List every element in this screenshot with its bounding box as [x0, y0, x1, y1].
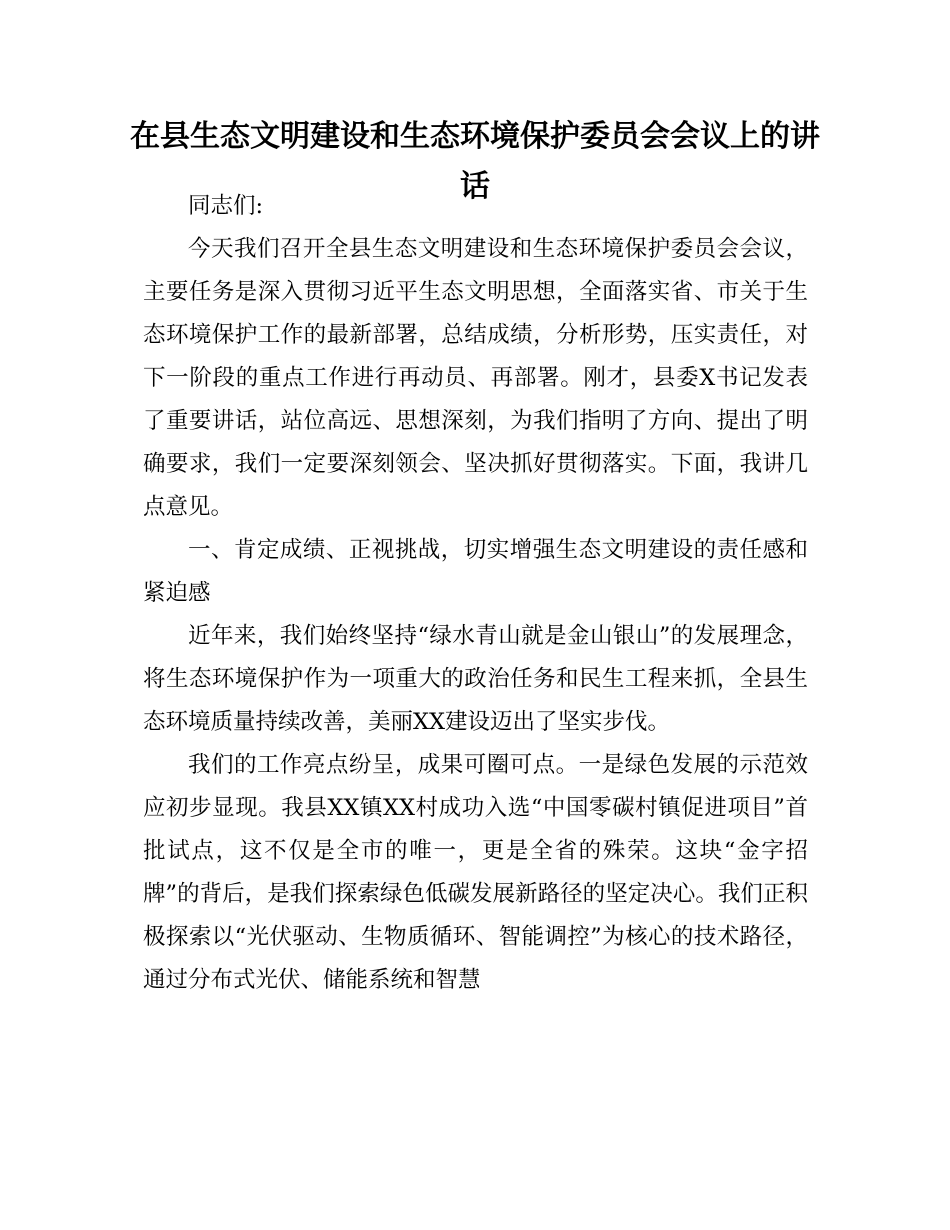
paragraph-highlights: 我们的工作亮点纷呈，成果可圈可点。一是绿色发展的示范效应初步显现。我县XX镇XX村成功入选“中国零碳村镇促进项目”首批试点，这不仅是全市的唯一，更是全省的殊荣。这块“金字招牌”的背后，是我们探索绿色低碳发展新路径的坚定决心。我们正积极探索以“光伏驱动、生物质循环、智能调控”为核心的技术路径，通过分布式光伏、储能系统和智慧: [143, 752, 808, 993]
paragraph-achievements: 近年来，我们始终坚持“绿水青山就是金山银山”的发展理念，将生态环境保护作为一项重大的政治任务和民生工程来抓，全县生态环境质量持续改善，美丽XX建设迈出了坚实步伐。: [143, 623, 808, 735]
salutation: 同志们:: [188, 193, 264, 219]
document-title: 在县生态文明建设和生态环境保护委员会会议上的讲话: [130, 119, 820, 204]
section-heading-1: 一、肯定成绩、正视挑战，切实增强生态文明建设的责任感和紧迫感: [143, 537, 808, 606]
paragraph-intro: 今天我们召开全县生态文明建设和生态环境保护委员会会议，主要任务是深入贯彻习近平生态文明思想，全面落实省、市关于生态环境保护工作的最新部署，总结成绩，分析形势，压实责任，对下一阶段的重点工作进行再动员、再部署。刚才，县委X书记发表了重要讲话，站位高远、思想深刻，为我们指明了方向、提出了明确要求，我们一定要深刻领会、坚决抓好贯彻落实。下面，我讲几点意见。: [143, 236, 808, 520]
document-body: [143, 185, 808, 1002]
